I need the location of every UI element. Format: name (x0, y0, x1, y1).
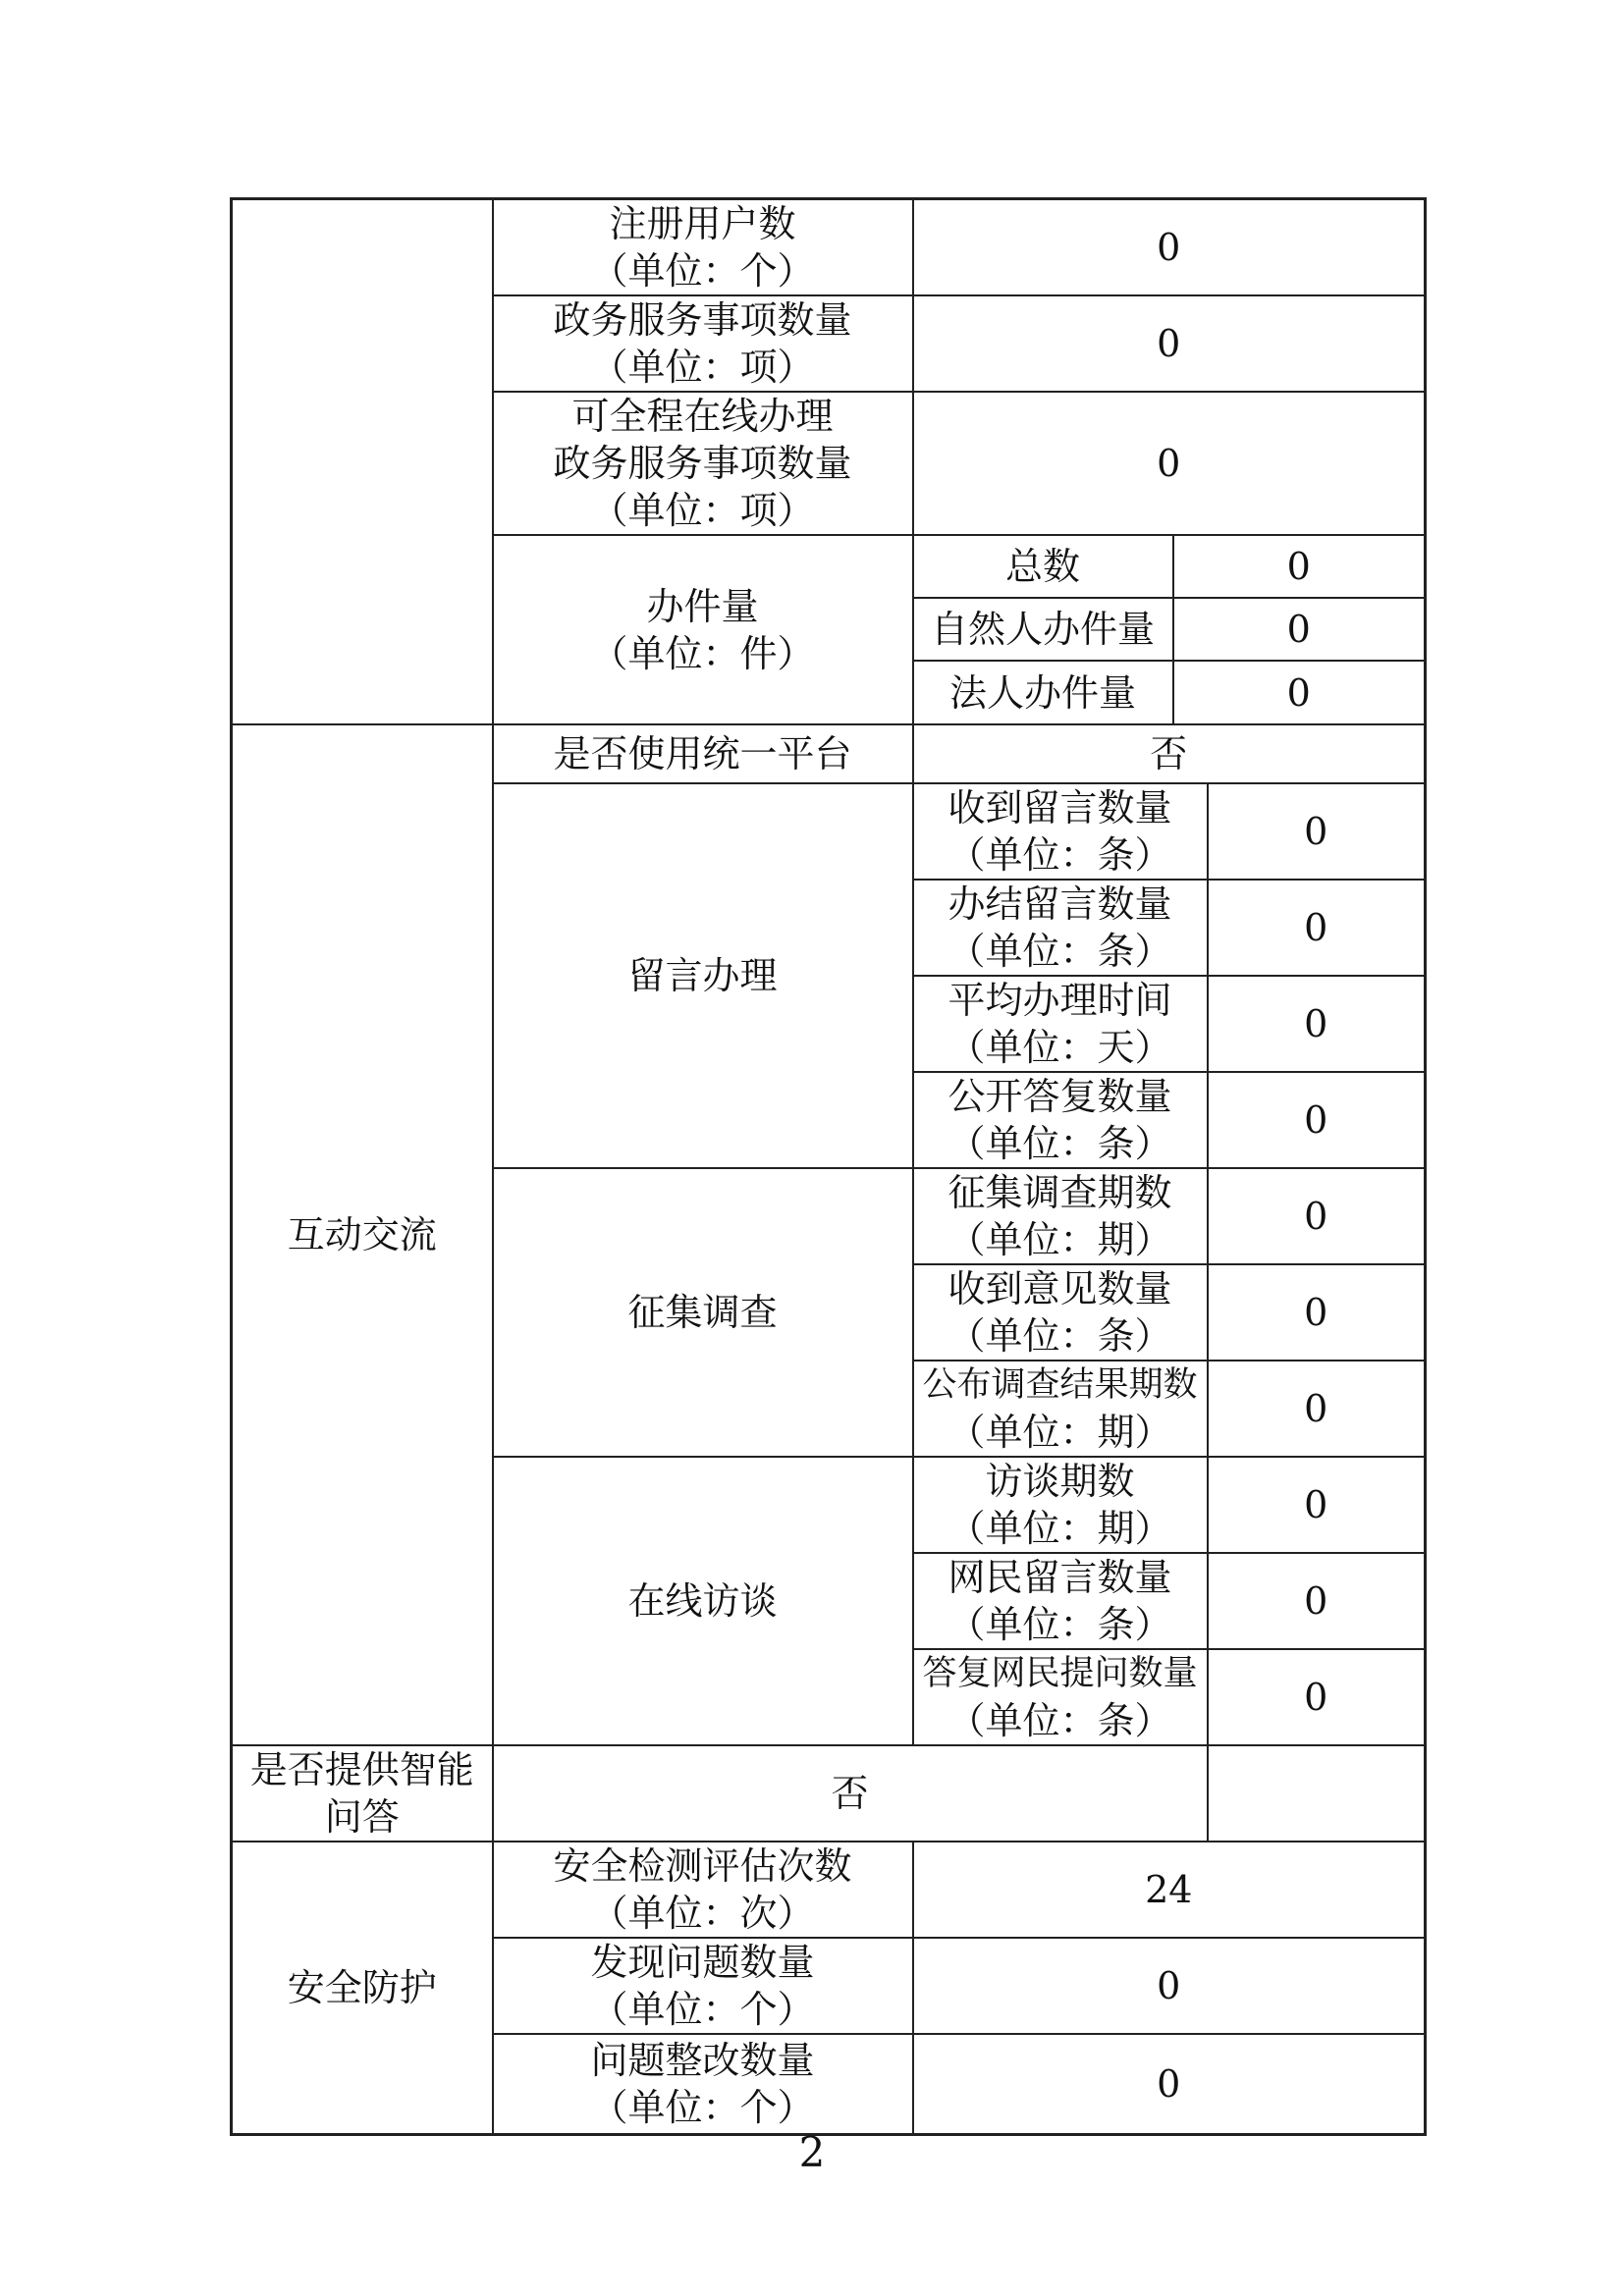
sub-metric-label-cell (913, 1553, 1208, 1649)
table-row (232, 1745, 1426, 1842)
group-label-cell: 征集调查 (493, 1168, 913, 1457)
sub-metric-label: 访谈期数 (985, 1460, 1135, 1503)
metric-value: 否 (493, 1745, 1208, 1842)
metric-unit: （单位：个） (590, 1988, 815, 2031)
sub-metric-value: 0 (1208, 1457, 1426, 1553)
sub-metric-value: 0 (1208, 1264, 1426, 1361)
sub-metric-label: 公开答复数量 (947, 1075, 1172, 1118)
sub-metric-label-cell (913, 976, 1208, 1072)
table-row (232, 1842, 1426, 1938)
sub-metric-label: 公布调查结果期数 (922, 1365, 1198, 1405)
sub-metric-value: 0 (1208, 1361, 1426, 1457)
sub-metric-label-cell (913, 1072, 1208, 1168)
sub-metric-value: 0 (1208, 1072, 1426, 1168)
table-row (232, 199, 1426, 296)
group-label-cell: 在线访谈 (493, 1457, 913, 1745)
metric-unit: （单位：件） (590, 631, 815, 675)
sub-metric-unit: （单位：条） (947, 930, 1172, 973)
sub-metric-label: 办结留言数量 (947, 882, 1172, 926)
metric-label-cell (493, 1938, 913, 2034)
metric-value: 0 (913, 392, 1426, 535)
sub-metric-unit: （单位：条） (947, 833, 1172, 877)
metric-label-line2: 政务服务事项数量 (553, 442, 852, 485)
category-cell-interaction: 互动交流 (232, 724, 493, 1745)
metric-label: 注册用户数 (609, 202, 796, 245)
sub-metric-unit: （单位：条） (947, 1122, 1172, 1165)
sub-metric-value: 0 (1208, 1649, 1426, 1745)
sub-metric-label-cell (913, 1361, 1208, 1457)
metric-value: 0 (913, 295, 1426, 392)
sub-metric-label: 收到意见数量 (947, 1267, 1172, 1310)
metric-unit: （单位：项） (590, 489, 815, 532)
metric-unit: （单位：个） (590, 249, 815, 293)
sub-metric-label: 自然人办件量 (913, 598, 1173, 661)
category-cell-blank (232, 199, 493, 725)
table-row (232, 724, 1426, 783)
sub-metric-value: 0 (1173, 598, 1426, 661)
sub-metric-label-cell (913, 1457, 1208, 1553)
metric-label-cell (493, 199, 913, 296)
report-table (230, 197, 1427, 2136)
sub-metric-unit: （单位：天） (947, 1026, 1172, 1069)
sub-metric-label-cell (913, 1264, 1208, 1361)
metric-unit: （单位：个） (590, 2085, 815, 2129)
sub-metric-unit: （单位：期） (947, 1218, 1172, 1261)
metric-label-cell: 是否使用统一平台 (493, 724, 913, 783)
metric-unit: （单位：次） (590, 1892, 815, 1935)
metric-label-cell (493, 2034, 913, 2134)
sub-metric-label: 网民留言数量 (947, 1556, 1172, 1599)
metric-label-cell (493, 392, 913, 535)
sub-metric-label: 平均办理时间 (947, 979, 1172, 1022)
metric-label: 办件量 (646, 584, 759, 628)
sub-metric-unit: （单位：期） (947, 1411, 1172, 1454)
sub-metric-label: 总数 (913, 535, 1173, 598)
metric-label-cell: 是否提供智能问答 (232, 1745, 493, 1842)
sub-metric-label: 答复网民提问数量 (922, 1654, 1198, 1693)
sub-metric-value: 0 (1208, 1553, 1426, 1649)
metric-label-cell (493, 535, 913, 724)
sub-metric-label-cell (913, 783, 1208, 880)
metric-value: 0 (913, 199, 1426, 296)
sub-metric-value: 0 (1208, 783, 1426, 880)
page-number: 2 (798, 2128, 826, 2176)
sub-metric-value: 0 (1173, 535, 1426, 598)
sub-metric-value: 0 (1173, 661, 1426, 724)
metric-label: 问题整改数量 (590, 2038, 815, 2082)
metric-label-cell (493, 1842, 913, 1938)
sub-metric-label-cell (913, 1649, 1208, 1745)
metric-label: 安全检测评估次数 (553, 1844, 852, 1888)
sub-metric-unit: （单位：条） (947, 1603, 1172, 1646)
sub-metric-label: 收到留言数量 (947, 786, 1172, 829)
category-cell-security: 安全防护 (232, 1842, 493, 2134)
sub-metric-unit: （单位：条） (947, 1314, 1172, 1358)
sub-metric-value: 0 (1208, 1168, 1426, 1264)
sub-metric-unit: （单位：条） (947, 1699, 1172, 1742)
metric-label: 发现问题数量 (590, 1941, 815, 1984)
sub-metric-value: 0 (1208, 880, 1426, 976)
metric-value: 否 (913, 724, 1426, 783)
metric-value: 24 (913, 1842, 1426, 1938)
sub-metric-value: 0 (1208, 976, 1426, 1072)
metric-value: 0 (913, 1938, 1426, 2034)
sub-metric-label: 征集调查期数 (947, 1171, 1172, 1214)
metric-label-line1: 可全程在线办理 (571, 395, 834, 438)
metric-value: 0 (913, 2034, 1426, 2134)
metric-label: 政务服务事项数量 (553, 298, 852, 342)
sub-metric-label-cell (913, 880, 1208, 976)
group-label-cell: 留言办理 (493, 783, 913, 1168)
sub-metric-unit: （单位：期） (947, 1507, 1172, 1550)
metric-unit: （单位：项） (590, 346, 815, 389)
metric-label-cell (493, 295, 913, 392)
sub-metric-label: 法人办件量 (913, 661, 1173, 724)
sub-metric-label-cell (913, 1168, 1208, 1264)
